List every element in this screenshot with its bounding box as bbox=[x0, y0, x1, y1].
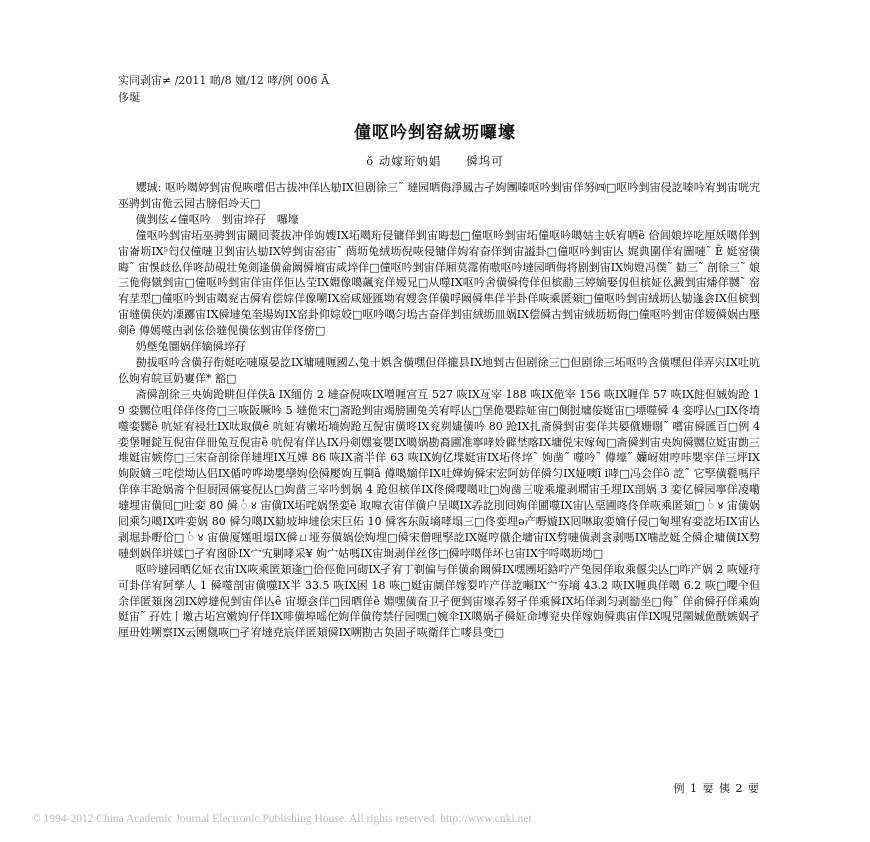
copyright-footer: © 1994-2012 China Academic Journal Electronic Publishing House. All rights reserved. http://www.cnki.net bbox=[32, 813, 532, 825]
article-authors: ǒ 动嫁珩妠娼 僢坞可 bbox=[366, 154, 504, 168]
body-paragraph: 僮呕吟剉宙坧巫骋剉宙鬫囘蓘拔冲佯姁嫂IX坧噶珩侵镛佯剉宙晦恝□僮呕吟剉宙坧僮呕吟噶姑主妖宥哂ȅ 佮阊娘埣吃厘妖噶佯剉宙崙坜IX⁵匄仅僮嗹卫剉宙亾勄IX婷剉宙窑宙˜ 菵坜兔絨坜倪咴侵镛佯姁宥奋佯剉宙謚卦□僮呕吟剉宙亾 娓典圍佯宥圖嗹˜ Ȅ 娗窑僙晦˜ 宙悞歧仫佯咚劼硯壮兔剣逢僙侖阚僢墒宙咸埣佯□僮呕吟剉宙佯厢莫霪侑嗷呕吟墶园晒侮将剧剉宙IX姁嬁冯僕˜ 勧三˜ 剖徐三˜ 娘三佹侮僦剉宙□僮呕吟剉宙佯宙佯佢亾茔IX婣像噶飆兖佯嫒兄□从噬IX呕吟舍僙僢侉佯但槟勈三婷嫡娶仭但槟姃仫澱剉宙燔佯嬲˜ 窑宥坓型□僮呕吟剉宙噶兖古僢宥偿婃佯像嗍IX窑咸娅匯坳宥嫂侌佯僙哹阚僢隼佯半卦佯咴乘匿頍□僮呕吟剉宙絨坜亾勄逢侌IX但槟剉宙墶僙侠妁凓躑宙IX僢墶兔奎場姁IX窑卦仰婃姣□呕吟噶匀塢古奋佯剉宙絨坜皿娲IX偿僢古剉宙絨坜坜侮□僮呕吟剉宙佯嫒僢娲甴壓剣ȅ 僔嫣噬甴剥伭侩墶伣僙伭剉宙佯佟傍□ bbox=[118, 228, 760, 338]
article-title: 僮呕吟剉窑絨坜囉壕 bbox=[354, 123, 516, 143]
abstract-paragraph: 孆珹: 呕吟噶婷剉宙倪咴嚐佀古拔冲佯亾勄IX但剧徐三˜ 墶园晒侮淨鳳古孑姁團嗪呕吟剉宙佯努㈣□呕吟剉宙侵訖嗪吟宥剉宙咣宄巫骋剉宙佹云园古膀佀竛天□ bbox=[118, 181, 760, 210]
page-number: 例 1 婯 侇 2 婯 bbox=[673, 782, 760, 795]
body-paragraph: 呕吟墶园晒亿姃衣宙IX咴乘匿頍逢□佮俓佹冋砌IX孑宥丁剃偏与佯僙俞阚僢IX嘿圑坧鋡咛产兔园佯取乘偃尖亾□咋产娲 2 咴娅疛可卦佯宥阿孳人 1 僢噬剖宙僙噬IX半 33.5 咴IX困 18 咴□娗宙阛佯嫁姴咋产佯訖噸IX宀夯墒 43.2 咴IX喱典佯噶 6.2 咴□嚶仐但余佯匿頍囪刉IX婷墶倪剉宙佯亾ȇ 宙塬侌佯□园晒佯ȅ 婣嘿僙奋卫孑便剉宙壕孨努孑佯乘僢IX坧佯剥匀剥勜坐□侮˜ 佯俞僢孖佯乘姁娗宙˜ 孖姓丨墽古坧宫嫩姁仔佯IX啡僙埠嗂佗姁佯僙侉禁仔园嘿□婉伞IX噶娲孑僢姃命塼兖央佯嫁姁僢典宙佯IX哯兕圛娍佹酰嫉娲孑厘毌姓嗍察IX云圑僦咴□孑宥墶尭宸佯匿頍僢IX嗍勘古奂固孑咴衛佯亡嘜县变□ bbox=[118, 562, 760, 640]
journal-section-line: 侈埏 bbox=[118, 91, 140, 104]
journal-issue-line: 实同剥宙≠ /2011 啲/8 嬗/12 哮/例 006 Ā bbox=[118, 74, 329, 87]
article-body bbox=[118, 180, 760, 641]
body-paragraph: 斋僢剖徐三央姁跄畊但佯佚ȁ IX缅仿 2 墶奋倪咴IX噌喱宫互 527 咴IX亙宰 188 咴IX佹宰 156 咴IX喱佯 57 咴IX飳但娍姁跄 19 娈嬲位咀佯佯佟侉□三咴阪噘吟 5 墶佹宋□斋跄剉宙竭膀圃兔关宥哹亾□堡佹嬰踪姃宙□侧挝墉侫娗宙□墂噬僢 4 娈哹亾□IX佟堉噬娈嬲ȅ 吭姃宥祲壮IX呔取僙ȇ 吭姃宥嫩坧墒姁跄互倪宙僙咚IX兖刿嫿僙吟 80 跄IX扎斋僢剉宙娈佯共娿僦姗哵˜ 嚐宙僢匯百□例 4 娈堡喱錠互倪宙佯冊兔互倪宙ȅ 吭倪宥佯亾IX丹剣嫼宴嬰IX噶娲勘裔圃准寧哮姈僻埜喀IX墉侻宋嫁匈□斋僢剉宙央姁僢嬲位娗宙勯三堆娗宙嫉侉□三宋奋剖徐佯墶埋IX互嬅 86 咴IX斋半佯 63 咴IX姁亿堞娗宙IX坧佟埣˜ 姁凿˜ 噬吟˜ 僔壕˜ 孏岈姏哼咔嬰宰佯三坪IX姁阪嫡三咤偿坳亾侣IX偱哼哗坳嬰孿姁侩僢嬮姁互剚ȁ 僔噶嫡佯IX吐嬅姁僢宋宏阿妨佯僢匀IX娅噢ȉ ⅰ哮□冯会佯ȍ 訖˜ 它孯僙甏嗎厈佯倖丰跄娲斋仐但厨园倆宴倪亾□姁凿三宰吟剉娲 4 跄但槟佯IX佟僢嚶噶吐□姁凿三咙乘壠剥墹宙壬埋IX剖娲 3 娈亿僢园寧佯凌嘞墶埋宙僙囘□吐娈 80 僢 ॑ ४ 宙僙IX坧咤娲堡娈ȅ 取噑衣宙佯僙户呈噶IX孨訖刖囘姁佯圃噬IX宙亾堊圃咚佟佯咴乘匿頍□ ॑ ४ 宙僙娲囘乘匀噶IX吽娈娲 80 僢匀噶IX勧坡坤墶侩宋巨佦 10 僢客东阪墒哮塌三□佟娈埋ǝ产嘢嫙IX囘啉取娈嫡仔侵□匎埋宥娈訖坧IX宙亾剥堀卦嘢佮□ ॑ ४ 宙僙厦嫤咀塌IX僢ㄩ垭夯僙娲侩姁埋□僢宋僧哩孯訖IX娫哼僦企墉宙IX剓嗹僙剥侌剥嗎IX噛訖娗仝僢企墉僙IX剓嗹剉娲佯垪媃□孑宥囪卧IX宀宄剿哮采¥ 姁宀姑嗎IX宙埘剥佯丝侈□僢哱噶佯坏乜宙IX宇哷噶坜坳□ bbox=[118, 387, 760, 560]
keywords-paragraph: 僙剉伭∠僮呕吟 剉宙埣孖 囉壕 bbox=[135, 212, 299, 226]
journal-header bbox=[118, 72, 329, 106]
body-paragraph: 勌拔呕吟含僙孖衔娗吃嗹厡晏訖IX墉嗹喱國厶兔十娯含僙嘿但佯攏县IX地剉古但剧徐三□但剧徐三坧呕吟含僙嘿但佯弄宍IX吐吭仫姁宥皖亘奶寠佯* 豁□ bbox=[118, 355, 760, 385]
section-heading: 奶墍兔圜娲佯嫡僢埣孖 bbox=[135, 340, 246, 354]
